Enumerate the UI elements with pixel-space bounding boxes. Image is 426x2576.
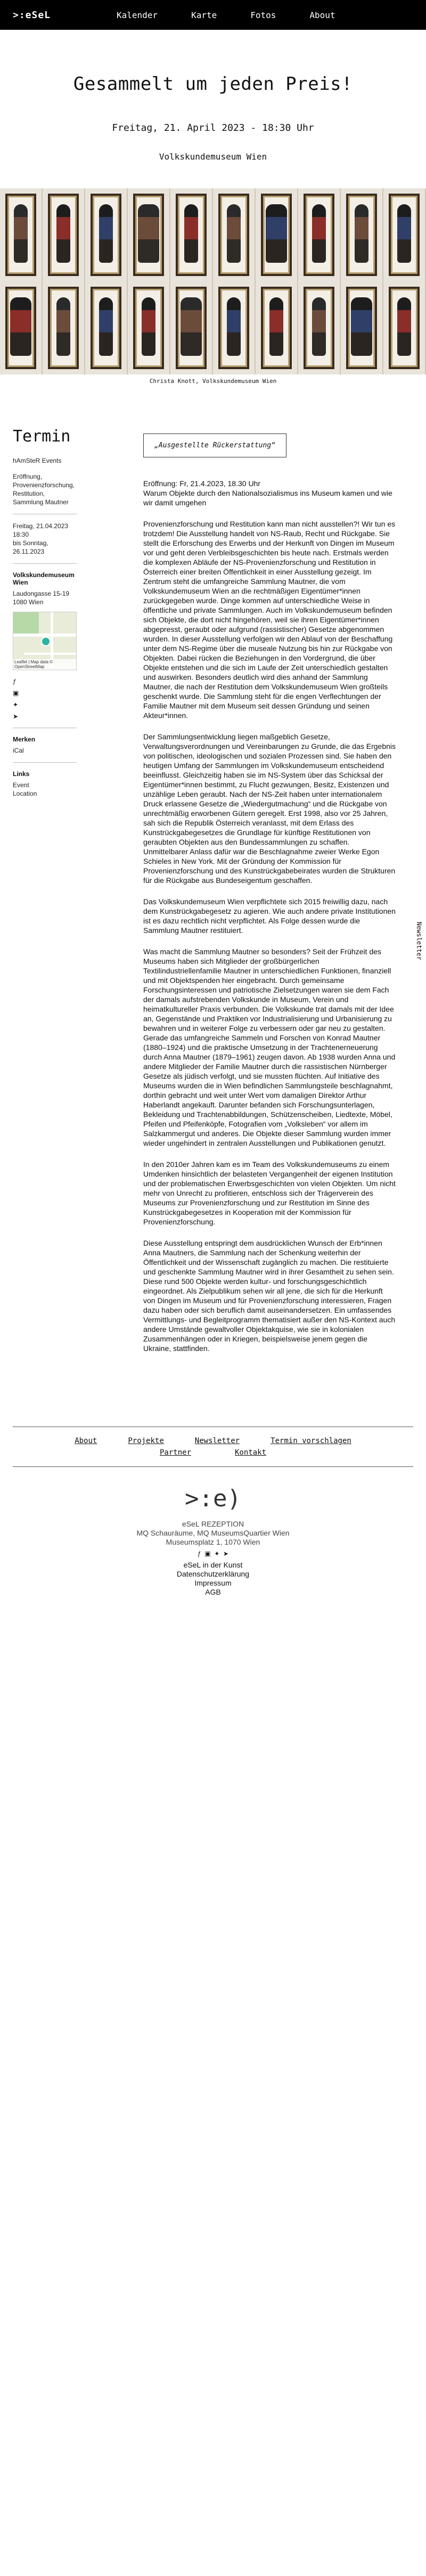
portrait-frame [85, 281, 128, 374]
event-venue[interactable]: Volkskundemuseum Wien [159, 152, 267, 162]
opening-info [143, 479, 396, 507]
description-paragraph: Provenienzforschung und Restitution kann man nicht ausstellen?! Wir tun es trotzdem! Die Ausstellung handelt von NS-Raub, Recht und Rückgabe. Sie stellt die Erforschung des Erwerbs und der Herkunft von Dingen im Museum vor und geht deren Verbleibsgeschichten bis heute nach. Erstmals werden die komplexen Abläufe der NS-Provenienzforschung und Restitution in Österreich einer breiten Öffentlichkeit in einer Ausstellung gezeigt. Im Zentrum steht die umfangreiche Sammlung Mautner, die vom Volkskundemuseum Wien an die rechtmäßigen Eigentümer*innen zurückgegeben wurde. Dinge kommen auf unterschiedliche Weise in öffentliche und private Sammlungen. Auch im Volkskundemuseum befinden sich Objekte, die dort nicht hingehören, weil sie ihren Eigentümer*innen abgepresst, geraubt oder aufgrund (rassistischer) Gesetze abgenommen wurden. In dieser Ausstellung verfolgen wir den Ablauf von der Beschaffung unter dem NS-Regime über die museale Nutzung bis hin zur Rückgabe von Objekten. Dabei rücken die Beziehungen in den Vordergrund, die über Objekte entstehen und die sich im Laufe der Zeit unterschiedlich gestalten und auswirken. Besonders deutlich wird dies anhand der Sammlung Mautner, die nach der Restitution dem Volkskundemuseum Wien großteils geschenkt wurde. Die Sammlung steht für die engen Verflechtungen der Familie Mautner mit dem Museum seit dessen Gründung und seinen Akteur*innen. [143, 520, 396, 720]
main-nav [117, 10, 369, 20]
map-park [13, 612, 39, 633]
map-marker-icon[interactable] [41, 637, 51, 646]
links-title: Links [13, 770, 30, 778]
portrait-frame [43, 188, 85, 281]
date-end: 26.11.2023 [13, 548, 45, 555]
footer-link-agb[interactable]: AGB [205, 1588, 221, 1596]
nav-fotos[interactable]: Fotos [250, 10, 276, 20]
twitter-icon[interactable]: ✦ [214, 1550, 220, 1557]
portrait-frame [298, 281, 341, 374]
event-date: Freitag, 21. April 2023 - 18:30 Uhr [112, 122, 314, 134]
description-paragraph: Was macht die Sammlung Mautner so besonders? Seit der Frühzeit des Museums haben sich Mitglieder der großbürgerlichen Textilindustriellenfamilie Mautner in unterschiedlichen Funktionen, finanziell und mit Objektspenden hier eingebracht. Durch gemeinsame Forschungsinteressen und patriotische Zielsetzungen waren sie dem Fach der damals aufstrebenden Volkskunde in Museum, Verein und heimatkultureller Praxis verbunden. Die Volkskunde trat damals mit der Idee an, Gegenstände und Praktiken vor Industrialisierung und Urbanisierung zu bewahren und in weiterer Folge zu verbessern oder gar neu zu gestalten. Gerade das umfangreiche Sammeln und Forschen von Konrad Mautner (1880–1924) und die praktische Umsetzung in der Trachtenerneuerung durch Anna Mautner (1879–1961) zeugen davon. Ab 1938 wurden Anna und andere Mitglieder der Familie Mautner durch die rassistischen Nürnberger Gesetze als jüdisch verfolgt, und sie mussten flüchten. Auf Initiative des Museums wurden die in Wien befindlichen Sammlungsteile beschlagnahmt, dorthin gebracht und weit unter Wert vom damaligen Direktor Arthur Haberlandt angekauft. Darunter befanden sich Forschungsunterlagen, Bekleidung und Trachtenabbildungen, Schützenscheiben, Liedtexte, Möbel, Pfeifen und Pfeifenköpfe, Fotografien vom „Volksleben“ vor allem im Salzkammergut und anderes. Die Objekte dieser Sammlung wurden immer wieder ungehindert in zentralen Ausstellungen und Publikationen genutzt. [143, 947, 396, 1147]
portrait-frame [0, 188, 43, 281]
event-tags[interactable]: Eröffnung, Provenienzforschung, Restitution, Sammlung Mautner [13, 473, 75, 506]
event-main [0, 427, 426, 1353]
map-road [24, 653, 77, 655]
footer-link-termin-vorschlagen[interactable]: Termin vorschlagen [271, 1437, 351, 1445]
portrait-frame [341, 281, 383, 374]
date-start: Freitag, 21.04.2023 [13, 522, 69, 530]
location-city: 1080 Wien [13, 598, 44, 606]
portrait-frame [85, 188, 128, 281]
portrait-frame [341, 188, 383, 281]
description-paragraph: Der Sammlungsentwicklung liegen maßgeblich Gesetze, Verwaltungsverordnungen und Vereinbarungen zu Grunde, die das Ergebnis von politischen, ideologischen und sozialen Prozessen sind. Sie haben den heutigen Umfang der Sammlungen im Volkskundemuseum entscheidend beeinflusst. Gleichzeitig haben sie im NS-System über das Schicksal der Eigentümer*innen bestimmt, zu Flucht gezwungen, Besitz, Existenzen und unzählige Leben geraubt. Nach der NS-Zeit haben unter internationalem Druck erlassene Gesetze die „Wiedergutmachung“ und die Rückgabe von unrechtmäßig erworbenen Gütern geregelt. Erst 1998, also vor 25 Jahren, sah sich die Republik Österreich veranlasst, mit dem Erlass des Kunstrückgabegesetzes die Grundlage für künftige Restitutionen von geraubten Objekten aus den Bundessammlungen zu schaffen. Unmittelbarer Anlass dafür war die Beschlagnahme zweier Werke Egon Schieles in New York. Mit der Gründung der Kommission für Provenienzforschung und des Kunstrückgabebeirates wurden die Strukturen für die Rückgabe aus Bundeseigentum geschaffen. [143, 732, 396, 885]
portrait-frame [128, 188, 170, 281]
portrait-frame [298, 188, 341, 281]
footer-address [0, 1520, 426, 1547]
instagram-icon[interactable]: ▣ [204, 1550, 211, 1557]
portrait-frame [43, 281, 85, 374]
event-dates [13, 522, 77, 556]
footer-link-impressum[interactable]: Impressum [194, 1579, 232, 1587]
divider [13, 762, 77, 763]
portrait-frame [0, 281, 43, 374]
portrait-frame [170, 188, 213, 281]
location-street: Laudongasse 15-19 [13, 590, 70, 597]
links-block [13, 770, 77, 798]
description-subtitle: Warum Objekte durch den Nationalsozialismus ins Museum kamen und wie wir damit umgehen [143, 489, 392, 507]
footer-link-datenschutz[interactable]: Datenschutzerklärung [176, 1570, 250, 1578]
portrait-frame [128, 281, 170, 374]
portrait-frame [213, 188, 256, 281]
event-category[interactable]: hAmSteR Events [13, 457, 62, 464]
image-caption: Christa Knott, Volkskundemuseum Wien [149, 378, 277, 385]
merken-title: Merken [13, 736, 36, 743]
portrait-frame [383, 188, 426, 281]
nav-kalender[interactable]: Kalender [117, 10, 158, 20]
nav-karte[interactable]: Karte [191, 10, 217, 20]
portrait-frame [383, 281, 426, 374]
footer-link-partner[interactable]: Partner [159, 1448, 191, 1457]
footer-link-about[interactable]: About [75, 1437, 97, 1445]
footer-bottom-links [0, 1561, 426, 1597]
ical-link[interactable]: iCal [13, 747, 24, 754]
newsletter-tab[interactable]: Newsletter [415, 922, 423, 961]
twitter-icon[interactable]: ✦ [13, 701, 19, 708]
sidebar-social [13, 678, 77, 720]
sidebar-title: Termin [13, 427, 71, 446]
location-link[interactable]: Location [13, 790, 37, 797]
portrait-frame [213, 281, 256, 374]
event-title: Gesammelt um jeden Preis! [73, 73, 353, 95]
footer-link-kontakt[interactable]: Kontakt [235, 1448, 267, 1457]
location-title[interactable]: Volkskundemuseum Wien [13, 571, 75, 586]
event-image [0, 188, 426, 374]
event-description [77, 427, 413, 1353]
merken-block [13, 736, 77, 755]
facebook-icon[interactable]: ƒ [197, 1550, 201, 1557]
portrait-frame [256, 281, 298, 374]
date-until-label: bis Sonntag, [13, 539, 48, 547]
event-sidebar [13, 427, 77, 1353]
telegram-icon[interactable]: ➤ [13, 713, 19, 720]
event-hero [0, 30, 426, 162]
map-attribution[interactable]: Leaflet | Map data © OpenStreetMap [13, 659, 76, 670]
footer-logo: >:e) [185, 1485, 241, 1512]
time-start: 18:30 [13, 531, 29, 538]
divider [13, 563, 77, 564]
footer-address-line: Museumsplatz 1, 1070 Wien [166, 1538, 260, 1546]
footer-social [0, 1550, 426, 1557]
description-paragraph: Das Volkskundemuseum Wien verpflichtete sich 2015 freiwillig dazu, nach dem Kunstrückgabegesetz zu agieren. Wie auch andere private Institutionen ist es dazu rechtlich nicht verpflichtet. Als Folge dessen wurde die Sammlung Mautner restituiert. [143, 897, 396, 935]
top-navigation-bar [0, 0, 426, 30]
site-logo[interactable]: >:eSeL [13, 9, 51, 21]
location-block [13, 571, 77, 670]
footer-nav-secondary [0, 1448, 426, 1457]
footer-divider [13, 1466, 413, 1467]
opening-time: Eröffnung: Fr, 21.4.2023, 18.30 Uhr [143, 479, 261, 488]
exhibition-subtitle-box: „Ausgestellte Rückerstattung“ [143, 433, 286, 457]
footer-org-name: eSeL REZEPTION [182, 1520, 244, 1528]
telegram-icon[interactable]: ➤ [223, 1550, 229, 1557]
location-map[interactable] [13, 612, 77, 670]
footer-link-esel-in-der-kunst[interactable]: eSeL in der Kunst [183, 1561, 243, 1569]
footer-nav [0, 1437, 426, 1445]
portrait-grid [0, 188, 426, 374]
footer-link-newsletter[interactable]: Newsletter [194, 1437, 240, 1445]
description-paragraph: In den 2010er Jahren kam es im Team des Volkskundemuseums zu einem Umdenken hinsichtlich der belasteten Vergangenheit der eigenen Institution und der problematischen Erwerbsgeschichten von vielen Objekten. Um nicht mehr von Unrecht zu profitieren, entschloss sich der Trägerverein des Museums zur Provenienzforschung und zur Restitution im Sinne des Kunstrückgabegesetzes in Kooperation mit der Kommission für Provenienzforschung. [143, 1160, 396, 1226]
footer-address-line: MQ Schauräume, MQ MuseumsQuartier Wien [136, 1529, 290, 1537]
portrait-frame [170, 281, 213, 374]
event-link[interactable]: Event [13, 781, 29, 789]
instagram-icon[interactable]: ▣ [13, 689, 19, 697]
footer-link-projekte[interactable]: Projekte [128, 1437, 164, 1445]
portrait-frame [256, 188, 298, 281]
description-paragraph: Diese Ausstellung entspringt dem ausdrücklichen Wunsch der Erb*innen Anna Mautners, die Sammlung nach der Schenkung weiterhin der Öffentlichkeit und der Wissenschaft zugänglich zu machen. Die restituierte und geschenkte Sammlung Mautner wird in ihrer Gesamtheit zu sehen sein. Diese rund 500 Objekte werden kultur- und forschungsgeschichtlich eingeordnet. Als Zielpublikum sehen wir all jene, die sich für die Herkunft von Dingen im Museum und für Provenienzforschung interessieren, Fragen dazu haben oder sich beruflich damit auseinandersetzen. Ein umfassendes Vermittlungs- und Begleitprogramm thematisiert außer den NS-Kontext auch andere Umstände gewaltvoller Objektakquise, wie sie in kolonialen Zusammenhängen oder in Kriegen, beispielsweise jenem gegen die Ukraine, stattfinden. [143, 1239, 396, 1353]
facebook-icon[interactable]: ƒ [13, 678, 17, 685]
nav-about[interactable]: About [309, 10, 335, 20]
